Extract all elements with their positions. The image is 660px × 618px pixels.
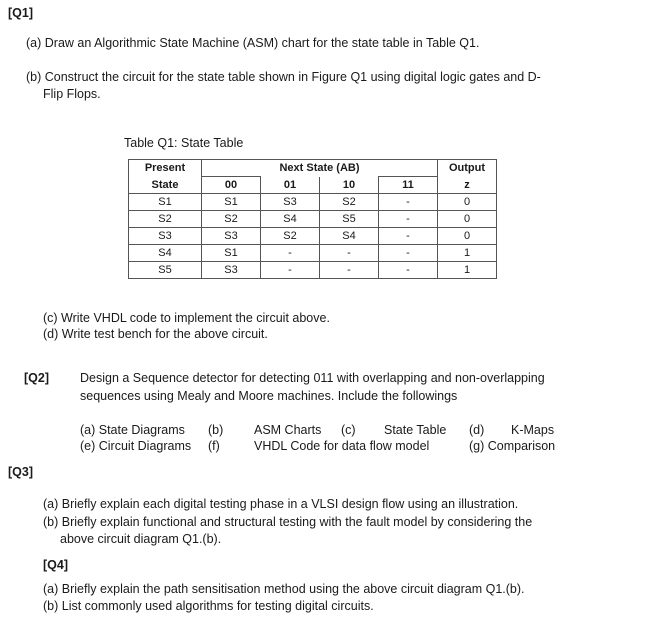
cell-next: S2	[261, 228, 320, 245]
q1-heading: [Q1]	[8, 6, 33, 20]
cell-next: -	[379, 194, 438, 211]
q2-line1: Design a Sequence detector for detecting 011 with overlapping and non-overlapping	[80, 371, 545, 385]
header-next-state: Next State (AB)	[202, 160, 438, 177]
cell-next: S4	[261, 211, 320, 228]
q4-heading: [Q4]	[43, 558, 68, 572]
cell-state: S3	[129, 228, 202, 245]
cell-output: 0	[438, 228, 497, 245]
q3-part-b-line2: above circuit diagram Q1.(b).	[60, 532, 222, 546]
header-input-01: 01	[261, 177, 320, 194]
table-caption: Table Q1: State Table	[124, 136, 244, 150]
q2-line2: sequences using Mealy and Moore machines. Include the followings	[80, 389, 458, 403]
cell-state: S4	[129, 245, 202, 262]
q2-item-f-label: (f)	[208, 439, 220, 453]
q2-item-d-label: (d)	[469, 423, 485, 437]
table-row	[129, 211, 497, 228]
q2-item-b-label: (b)	[208, 423, 224, 437]
header-state: State	[129, 177, 202, 194]
q3-heading: [Q3]	[8, 465, 33, 479]
header-input-10: 10	[320, 177, 379, 194]
table-row	[129, 245, 497, 262]
cell-output: 0	[438, 194, 497, 211]
q3-part-a: (a) Briefly explain each digital testing phase in a VLSI design flow using an illustration.	[43, 497, 519, 511]
cell-next: -	[379, 211, 438, 228]
cell-next: S2	[202, 211, 261, 228]
q2-heading: [Q2]	[24, 371, 49, 385]
q2-item-g: (g) Comparison	[469, 439, 556, 453]
cell-next: S2	[320, 194, 379, 211]
q3-part-b-line1: (b) Briefly explain functional and structural testing with the fault model by considering the	[43, 515, 533, 529]
q1-part-a: (a) Draw an Algorithmic State Machine (ASM) chart for the state table in Table Q1.	[26, 36, 480, 50]
header-input-00: 00	[202, 177, 261, 194]
cell-output: 1	[438, 245, 497, 262]
cell-next: S3	[202, 228, 261, 245]
cell-next: -	[379, 228, 438, 245]
table-row	[129, 228, 497, 245]
header-present: Present	[129, 160, 202, 177]
q2-item-f: VHDL Code for data flow model	[254, 439, 430, 453]
cell-next: S4	[320, 228, 379, 245]
q1-part-b-line2: Flip Flops.	[43, 87, 101, 101]
q2-item-e: (e) Circuit Diagrams	[80, 439, 192, 453]
q2-item-a: (a) State Diagrams	[80, 423, 185, 437]
cell-state: S1	[129, 194, 202, 211]
q4-part-b: (b) List commonly used algorithms for testing digital circuits.	[43, 599, 374, 613]
cell-next: S1	[202, 245, 261, 262]
cell-next: -	[379, 245, 438, 262]
cell-state: S2	[129, 211, 202, 228]
header-input-11: 11	[379, 177, 438, 194]
q2-item-b: ASM Charts	[254, 423, 322, 437]
header-output: Output	[438, 160, 497, 177]
cell-next: S1	[202, 194, 261, 211]
state-table	[128, 159, 497, 279]
cell-next: S5	[320, 211, 379, 228]
q1-part-b-line1: (b) Construct the circuit for the state table shown in Figure Q1 using digital logic gates and D-	[26, 70, 541, 84]
cell-next: -	[261, 245, 320, 262]
table-row	[129, 262, 497, 279]
cell-next: -	[320, 262, 379, 279]
cell-next: -	[379, 262, 438, 279]
cell-next: -	[261, 262, 320, 279]
q1-part-d: (d) Write test bench for the above circuit.	[43, 327, 268, 341]
cell-output: 1	[438, 262, 497, 279]
q2-item-c-label: (c)	[341, 423, 356, 437]
cell-next: S3	[202, 262, 261, 279]
table-row	[129, 194, 497, 211]
q4-part-a: (a) Briefly explain the path sensitisation method using the above circuit diagram Q1.(b).	[43, 582, 525, 596]
cell-next: S3	[261, 194, 320, 211]
cell-state: S5	[129, 262, 202, 279]
cell-next: -	[320, 245, 379, 262]
q2-item-d: K-Maps	[511, 423, 555, 437]
q2-item-c: State Table	[384, 423, 447, 437]
header-output-z: z	[438, 177, 497, 194]
cell-output: 0	[438, 211, 497, 228]
q1-part-c: (c) Write VHDL code to implement the circuit above.	[43, 311, 330, 325]
